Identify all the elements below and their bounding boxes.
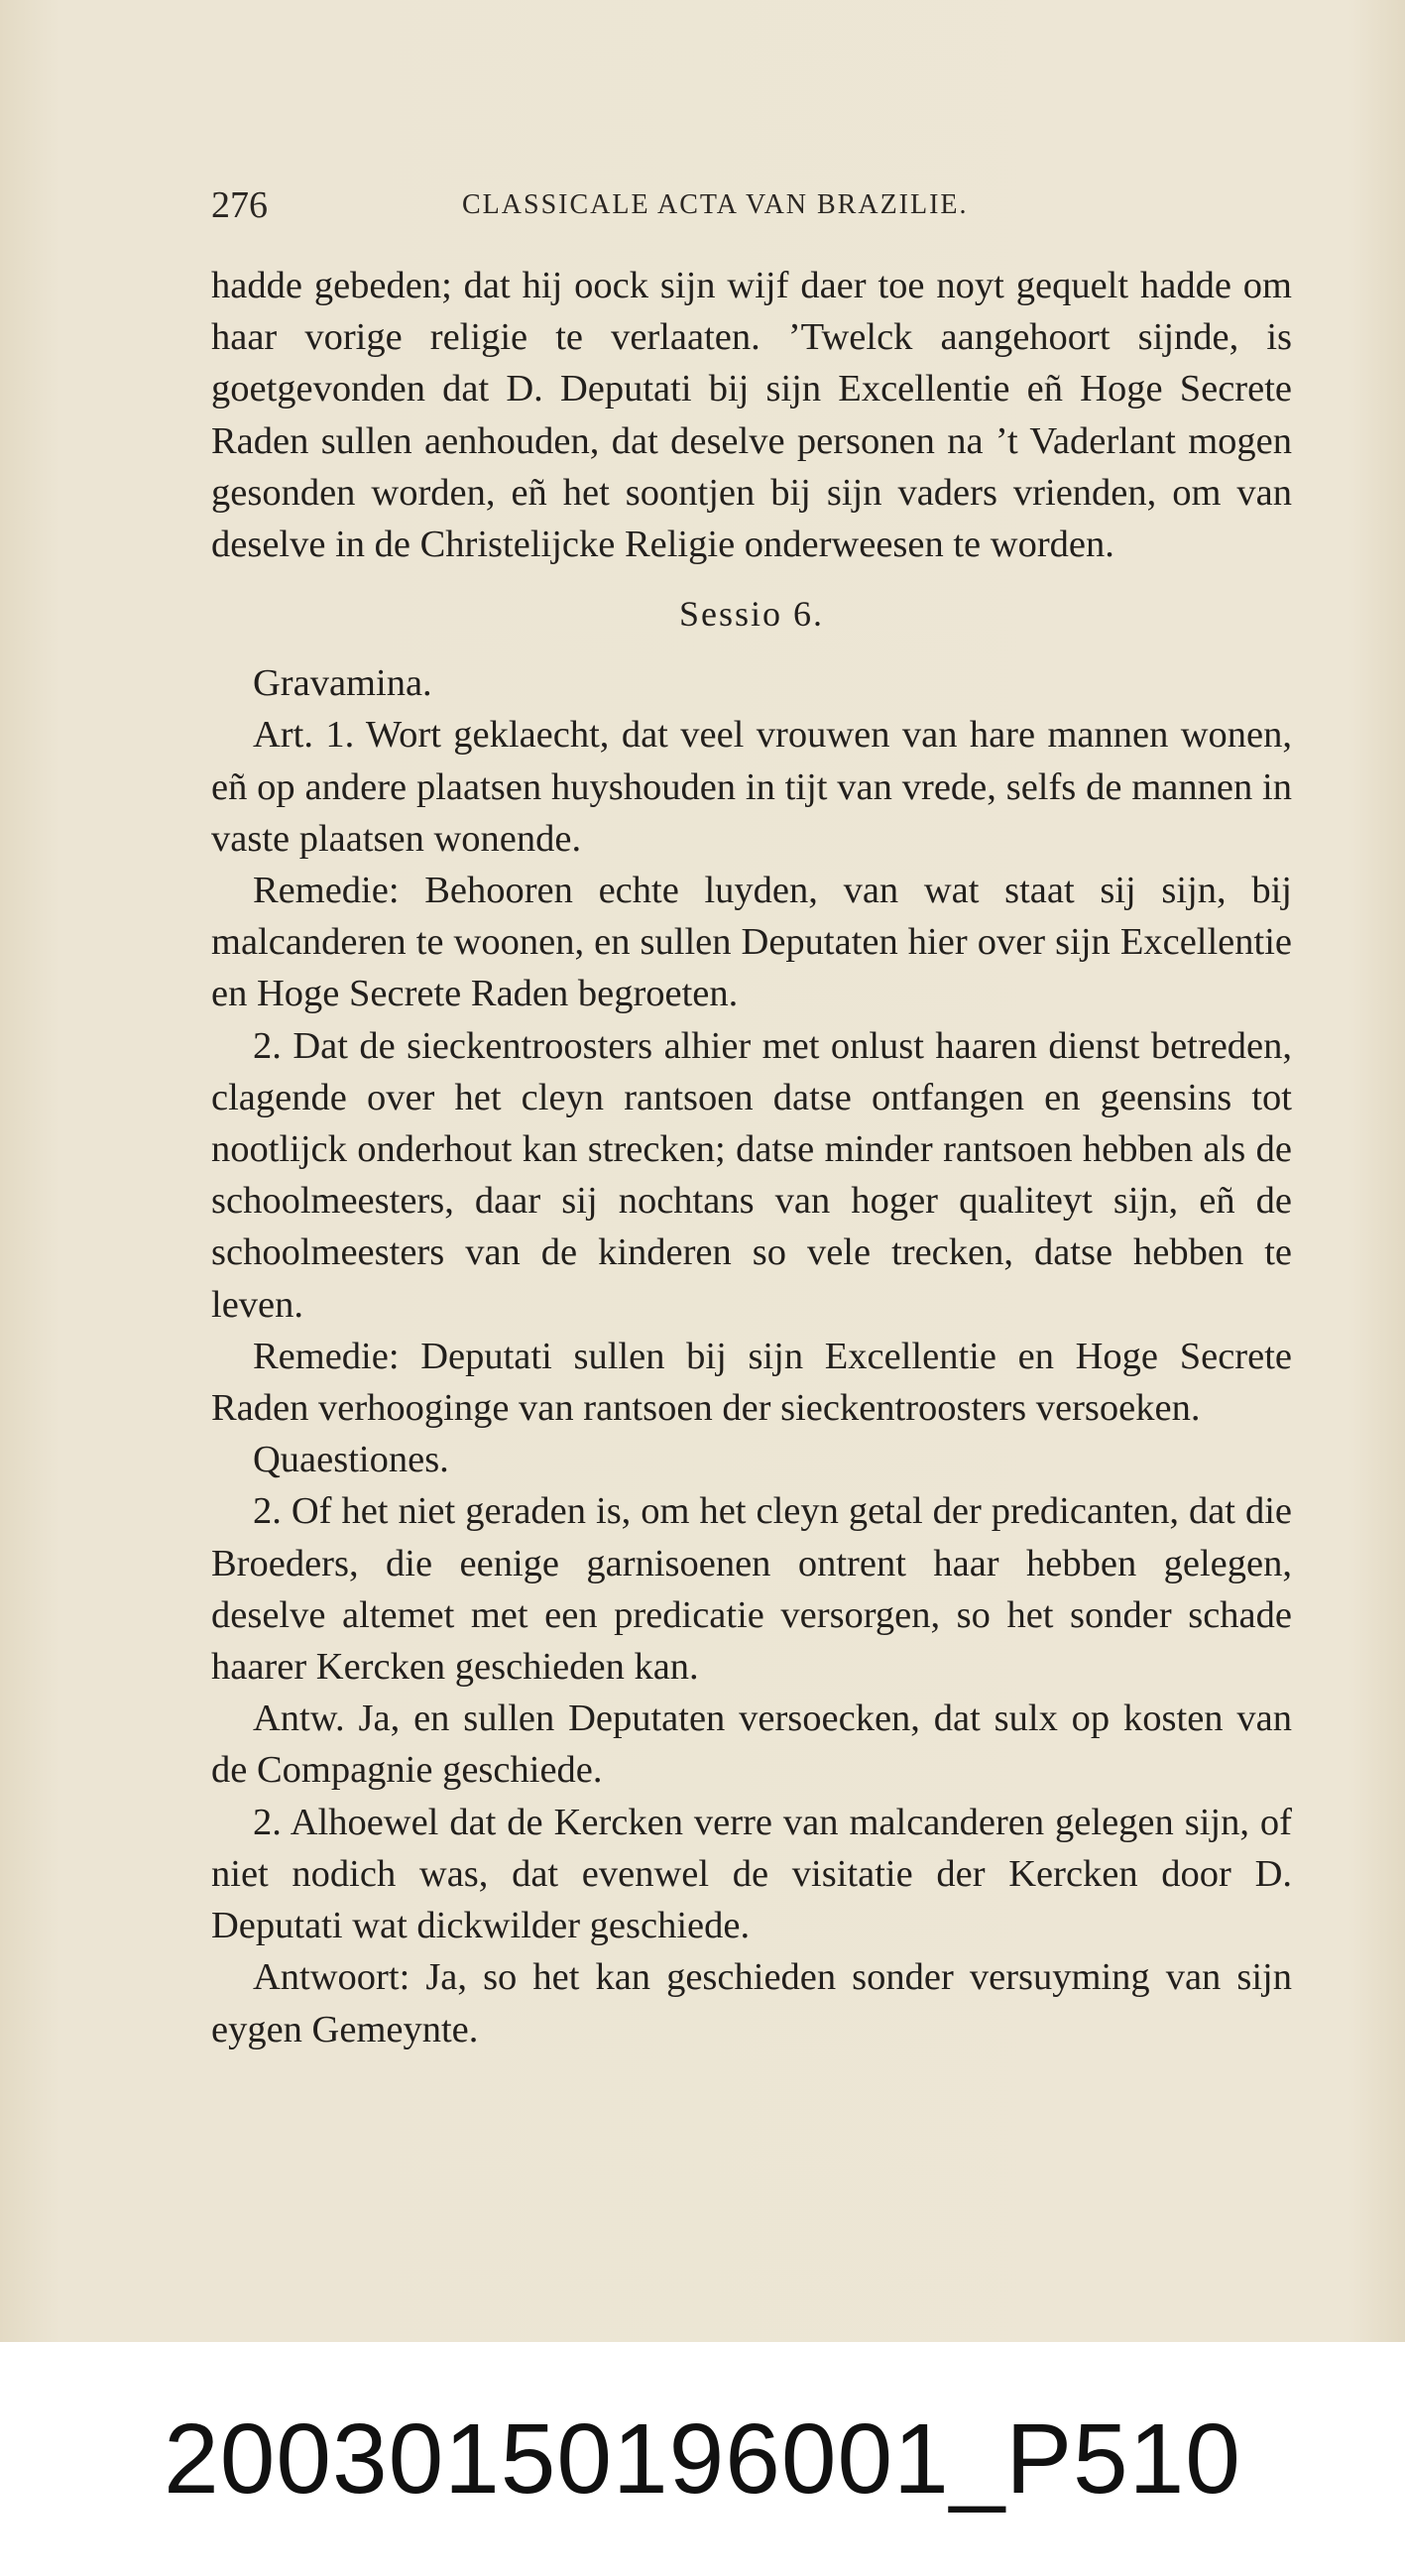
paragraph-quaestio-2b: 2. Alhoewel dat de Kercken verre van malcanderen gelegen sijn, of niet nodich was, dat evenwel de visitatie der Kercken door D. Deputati wat dickwilder geschiede. xyxy=(211,1801,1292,1947)
running-head xyxy=(211,183,1292,233)
session-heading: Sessio 6. xyxy=(678,594,825,635)
paragraph-remedie-2: Remedie: Deputati sullen bij sijn Excellentie en Hoge Secrete Raden verhooginge van rantsoen der sieckentroosters versoeken. xyxy=(211,1335,1292,1430)
page-body xyxy=(211,260,1292,2055)
page-number: 276 xyxy=(211,184,268,226)
paragraph-remedie-1: Remedie: Behooren echte luyden, van wat staat sij sijn, bij malcanderen te woonen, en sullen Deputaten hier over sijn Excellentie en Hoge Secrete Raden begroeten. xyxy=(211,870,1292,1015)
paragraph-art-2: 2. Dat de sieckentroosters alhier met onlust haaren dienst betreden, clagende over het cleyn rantsoen datse ontfangen en geensins tot nootlijck onderhout kan strecken; datse minder rantsoen hebben als de schoolmeesters, daar sij nochtans van hoger qualiteyt sijn, eñ de schoolmeesters van de kinderen so vele trecken, datse hebben te leven. xyxy=(211,1024,1292,1326)
section-label-quaestiones: Quaestiones. xyxy=(253,1439,449,1481)
section-label-gravamina: Gravamina. xyxy=(253,662,432,705)
running-title: CLASSICALE ACTA VAN BRAZILIE. xyxy=(462,189,969,220)
paragraph-antwoort: Antwoort: Ja, so het kan geschieden sonder versuyming van sijn eygen Gemeynte. xyxy=(211,1956,1292,2050)
paragraph-continuation: hadde gebeden; dat hij oock sijn wijf daer toe noyt gequelt hadde om haar vorige religie te verlaaten. ’Twelck aangehoort sijnde, is goetgevonden dat D. Deputati bij sijn Excellentie eñ Hoge Secrete Raden sullen aenhouden, dat deselve personen na ’t Vaderlant mogen gesonden worden, eñ het soontjen bij sijn vaders vrienden, om van deselve in de Christelijcke Religie onderweesen te worden. xyxy=(211,265,1292,566)
paragraph-art-1: Art. 1. Wort geklaecht, dat veel vrouwen van hare mannen wonen, eñ op andere plaatsen huyshouden in tijt van vrede, selfs de mannen in vaste plaatsen wonende. xyxy=(211,714,1292,860)
paragraph-antw-1: Antw. Ja, en sullen Deputaten versoecken, dat sulx op kosten van de Compagnie geschiede. xyxy=(211,1698,1292,1792)
paragraph-quaestio-2a: 2. Of het niet geraden is, om het cleyn getal der predicanten, dat die Broeders, die eenige garnisoenen ontrent haar hebben gelegen, deselve altemet met een predicatie versorgen, so het sonder schade haarer Kercken geschieden kan. xyxy=(211,1490,1292,1689)
barcode-label: 20030150196001_P510 xyxy=(164,2403,1241,2515)
